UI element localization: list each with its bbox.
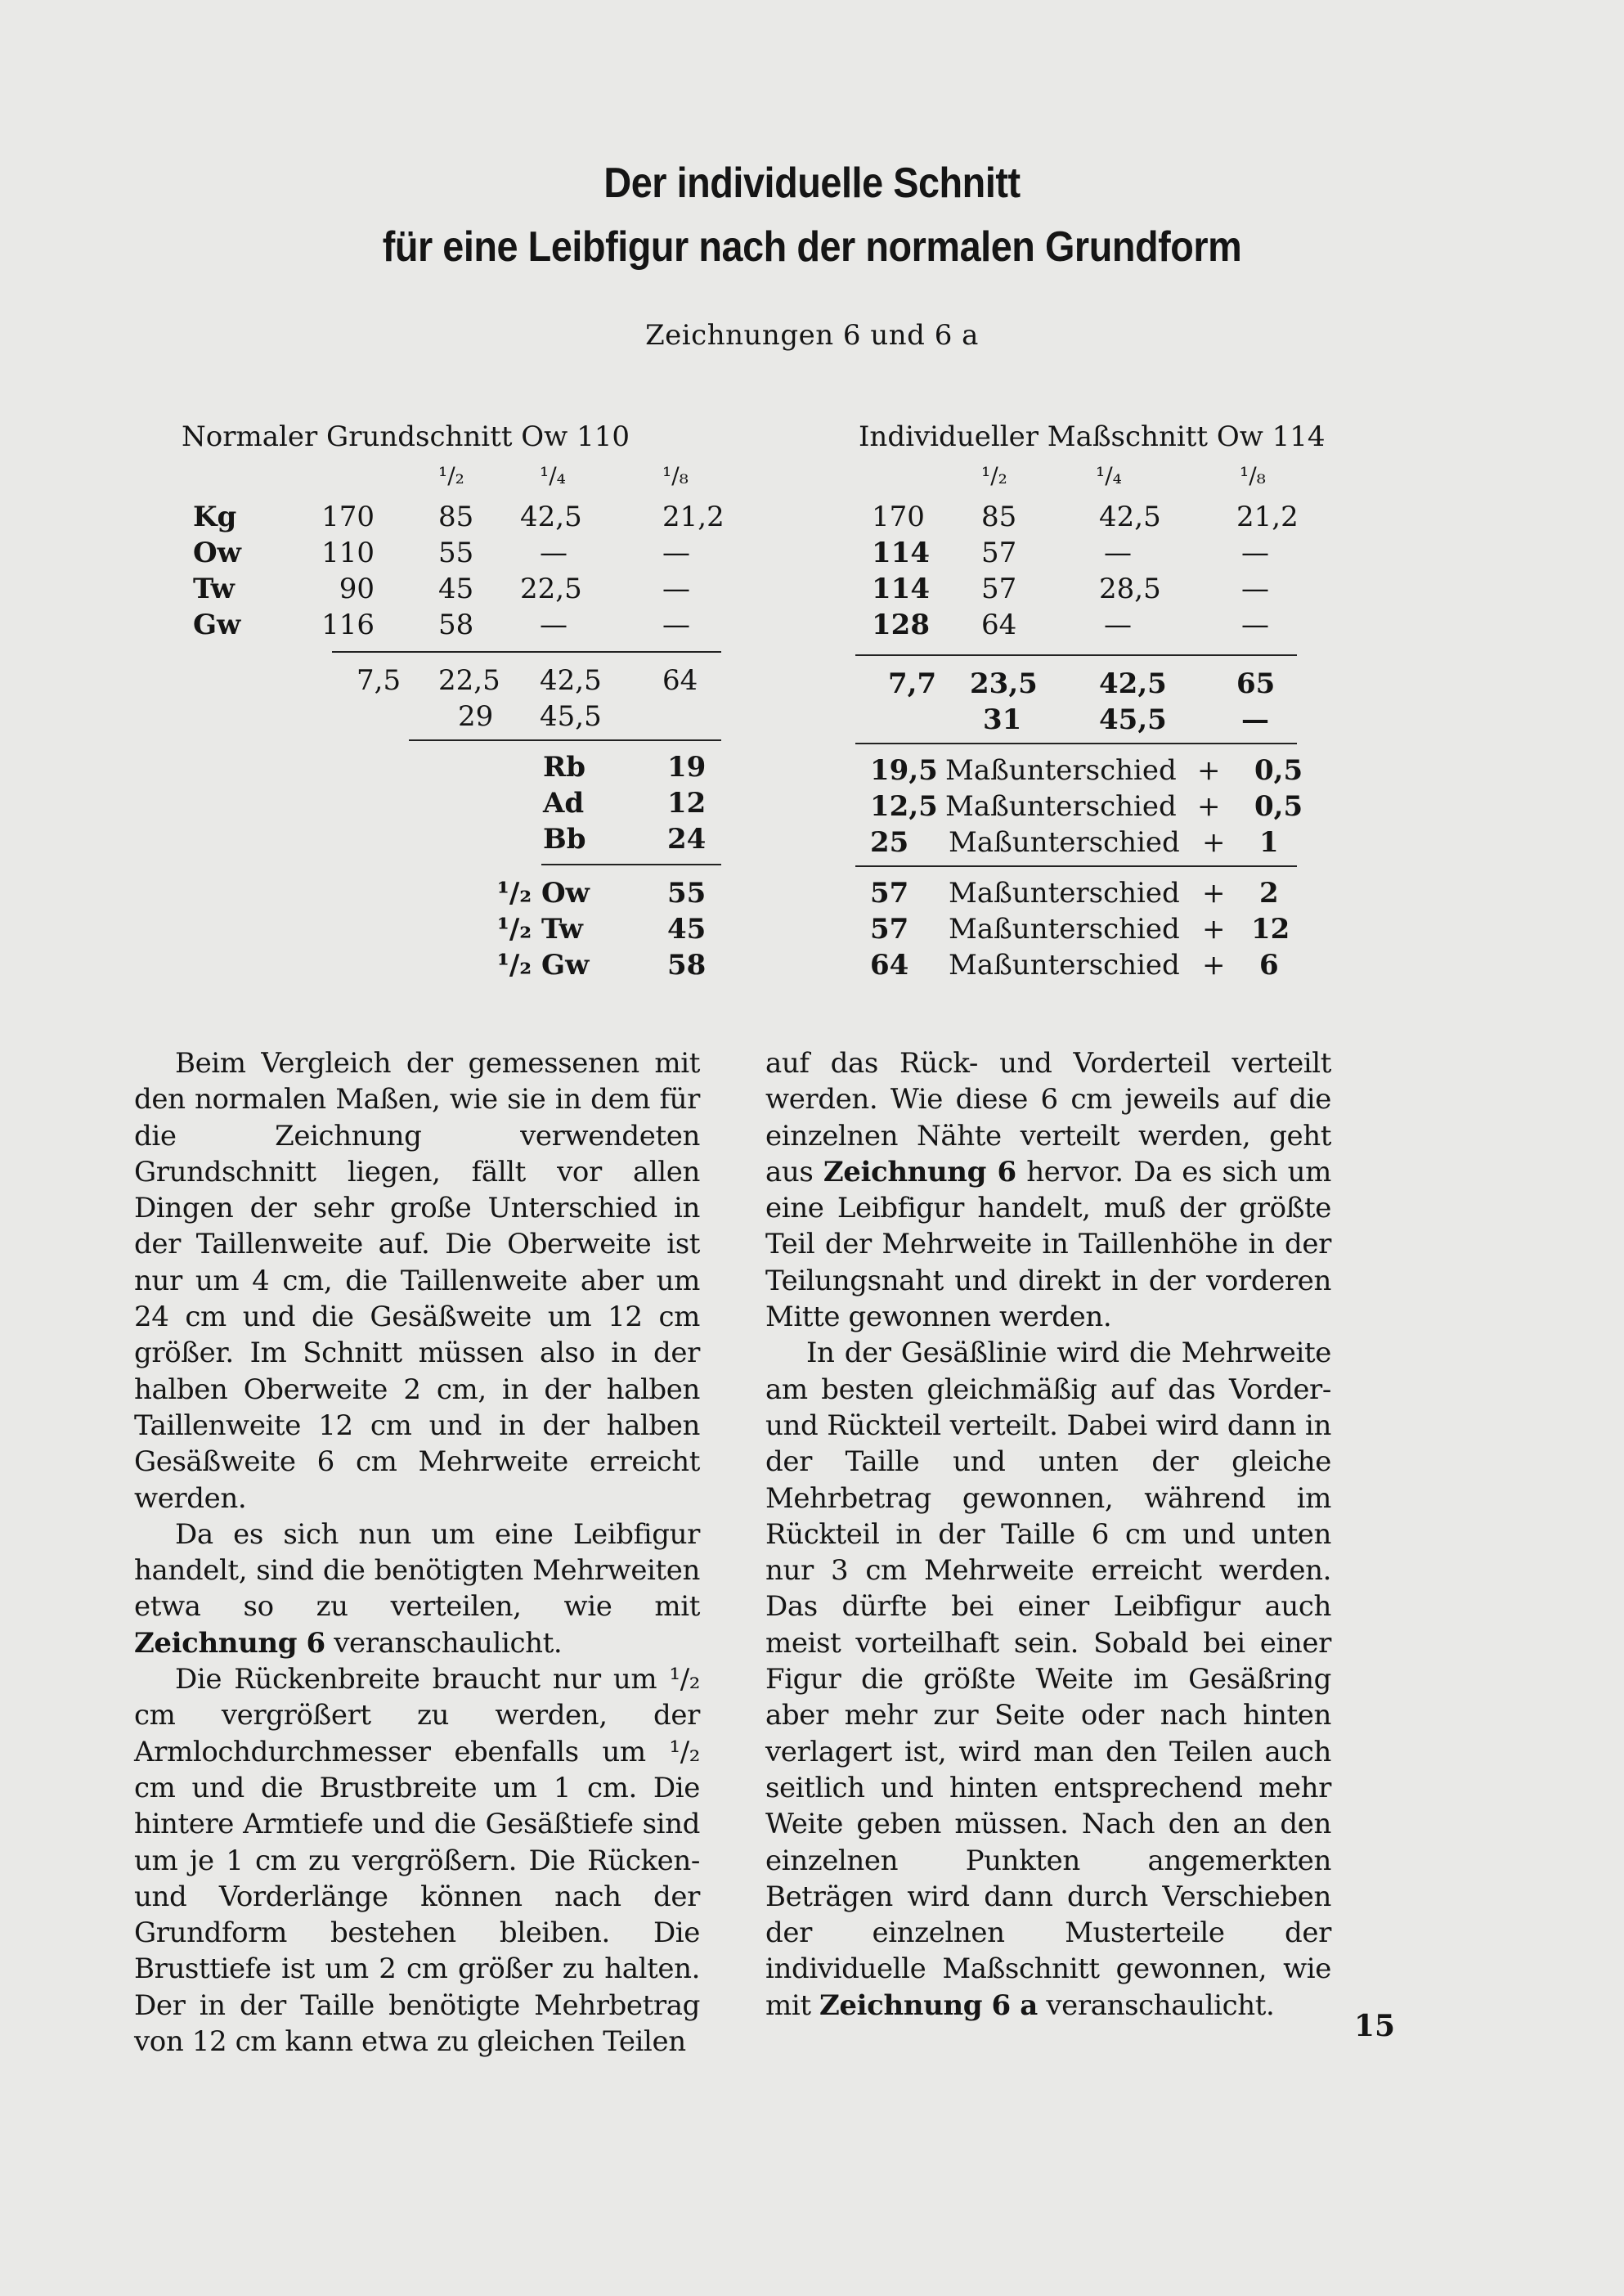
- diff-value: 25: [870, 826, 909, 859]
- table-heading: Normaler Grundschnitt Ow 110: [182, 420, 630, 453]
- body-column-left: [134, 1045, 700, 2060]
- diff-label: Maßunterschied: [945, 754, 1177, 787]
- table-cell: —: [1104, 609, 1132, 641]
- half-value: 45: [667, 913, 707, 946]
- diff-label: Maßunterschied: [949, 826, 1180, 859]
- diff-amount: 1: [1259, 826, 1279, 859]
- figure-reference: Zeichnung 6: [823, 1155, 1016, 1188]
- measure-value: 12: [667, 787, 707, 820]
- table-cell: 28,5: [1099, 573, 1161, 605]
- diff-sign: +: [1197, 754, 1221, 787]
- sum-cell: 22,5: [438, 664, 500, 697]
- table-cell: 45: [438, 573, 474, 605]
- sum-cell: 65: [1236, 667, 1276, 700]
- table-cell: —: [662, 609, 690, 641]
- diff-label: Maßunterschied: [949, 949, 1180, 982]
- half-label: ¹/₂ Gw: [497, 949, 590, 982]
- table-cell: 116: [321, 609, 375, 641]
- diff-value: 64: [870, 949, 909, 982]
- sum-cell: 42,5: [1099, 667, 1167, 700]
- diff-value: 12,5: [870, 790, 938, 823]
- table-rule: [855, 654, 1297, 656]
- sum-cell: 45,5: [540, 700, 602, 733]
- table-cell: 57: [981, 573, 1017, 605]
- table-cell: 57: [981, 537, 1017, 569]
- subtitle: Zeichnungen 6 und 6 a: [645, 319, 979, 352]
- paragraph: Die Rückenbreite braucht nur um ¹/₂ cm vergrößert zu werden, der Armlochdurchmesser ebenfalls um ¹/₂ cm und die Brustbreite um 1 cm. Die hintere Armtiefe und die Gesäßtiefe sind um je 1 cm zu vergrößern. Die Rücken- und Vorderlänge können nach der Grundform bestehen bleiben. Die Brusttiefe ist um 2 cm größer zu halten. Der in der Taille benötigte Mehrbetrag von 12 cm kann etwa zu gleichen Teilen: [134, 1663, 700, 2059]
- measure-label: Bb: [543, 823, 586, 856]
- figure-reference: Zeichnung 6: [134, 1626, 325, 1660]
- table-cell: 170: [321, 501, 375, 533]
- diff-amount: 6: [1259, 949, 1279, 982]
- table-cell: 85: [981, 501, 1017, 533]
- sum-cell: 29: [458, 700, 494, 733]
- body-column-right: [765, 1045, 1331, 2024]
- fraction-header: ¹/₈: [1240, 462, 1266, 489]
- paragraph-text: hervor. Da es sich um eine Leibfigur handelt, muß der größte Teil der Mehrweite in Taillenhöhe in der Teilungsnaht und direkt in der vorderen Mitte gewonnen werden.: [765, 1155, 1331, 1334]
- fraction-header: ¹/₈: [662, 462, 689, 489]
- half-value: 55: [667, 877, 707, 910]
- table-rule: [855, 743, 1297, 744]
- half-value: 58: [667, 949, 707, 982]
- table-cell: 85: [438, 501, 474, 533]
- diff-label: Maßunterschied: [949, 877, 1180, 910]
- diff-value: 57: [870, 913, 909, 946]
- sum-cell: 7,5: [357, 664, 402, 697]
- table-cell: —: [662, 537, 690, 569]
- sum-cell: 7,7: [888, 667, 937, 700]
- sum-cell: 45,5: [1099, 703, 1167, 736]
- table-cell: 128: [872, 609, 930, 641]
- table-cell: —: [1241, 537, 1269, 569]
- table-cell: 42,5: [1099, 501, 1161, 533]
- paragraph-text: In der Gesäßlinie wird die Mehrweite am besten gleichmäßig auf das Vorder- und Rückteil verteilt. Dabei wird dann in der Taille und unten der gleiche Mehrbetrag gewonnen, während im Rückteil in der Taille 6 cm und unten nur 3 cm Mehrweite erreicht werden. Das dürfte bei einer Leibfigur auch meist vorteilhaft sein. Sobald bei einer Figur die größte Weite im Gesäßring aber mehr zur Seite oder nach hinten verlagert ist, wird man den Teilen auch seitlich und hinten entsprechend mehr Weite geben müssen. Nach den an den einzelnen Punkten angemerkten Beträgen wird dann durch Verschieben der einzelnen Musterteile der individuelle Maßschnitt gewonnen, wie mit: [765, 1337, 1331, 2022]
- table-cell: 114: [872, 537, 930, 569]
- table-cell: —: [1241, 573, 1269, 605]
- paragraph: [765, 1045, 1331, 1335]
- page-title-line-2: für eine Leibfigur nach der normalen Grundform: [382, 223, 1242, 271]
- diff-sign: +: [1202, 949, 1226, 982]
- sum-cell: —: [1241, 703, 1269, 736]
- diff-label: Maßunterschied: [945, 790, 1177, 823]
- diff-amount: 2: [1259, 877, 1279, 910]
- table-cell: —: [540, 537, 568, 569]
- table-rule: [855, 865, 1297, 867]
- fraction-header: ¹/₂: [981, 462, 1007, 489]
- measure-label: Ad: [543, 787, 585, 820]
- paragraph-text: veranschaulicht.: [1046, 1988, 1275, 2022]
- table-cell: —: [662, 573, 690, 605]
- sum-cell: 42,5: [540, 664, 602, 697]
- table-cell: 42,5: [520, 501, 582, 533]
- paragraph-text: Da es sich nun um eine Leibfigur handelt, sind die benötigten Mehrweiten etwa so zu verteilen, wie mit: [134, 1517, 700, 1624]
- diff-amount: 12: [1251, 913, 1290, 946]
- sum-cell: 23,5: [970, 667, 1038, 700]
- fraction-header: ¹/₄: [1096, 462, 1122, 489]
- half-label: ¹/₂ Ow: [497, 877, 590, 910]
- diff-value: 19,5: [870, 754, 938, 787]
- page-title-line-1: Der individuelle Schnitt: [603, 160, 1021, 207]
- table-rule: [332, 651, 721, 653]
- table-cell: 90: [339, 573, 375, 605]
- table-cell: 55: [438, 537, 474, 569]
- table-cell: 21,2: [662, 501, 725, 533]
- row-label: Kg: [193, 501, 237, 533]
- measure-value: 19: [667, 751, 707, 784]
- paragraph-text: veranschaulicht.: [334, 1626, 563, 1660]
- table-cell: 64: [981, 609, 1017, 641]
- paragraph: Beim Vergleich der gemessenen mit den normalen Maßen, wie sie in dem für die Zeichnung verwendeten Grundschnitt liegen, fällt vor allen Dingen der sehr große Unterschied in der Taillenweite auf. Die Oberweite ist nur um 4 cm, die Taillenweite aber um 24 cm und die Gesäßweite um 12 cm größer. Im Schnitt müssen also in der halben Oberweite 2 cm, in der halben Taillenweite 12 cm und in der halben Gesäßweite 6 cm Mehrweite erreicht werden.: [134, 1047, 700, 1515]
- table-cell: 21,2: [1236, 501, 1299, 533]
- fraction-header: ¹/₄: [540, 462, 566, 489]
- table-cell: 114: [872, 573, 930, 605]
- table-heading: Individueller Maßschnitt Ow 114: [859, 420, 1326, 453]
- figure-reference: Zeichnung 6 a: [819, 1988, 1038, 2022]
- paragraph: [765, 1335, 1331, 2024]
- sum-cell: 64: [662, 664, 698, 697]
- diff-value: 57: [870, 877, 909, 910]
- table-cell: 170: [872, 501, 925, 533]
- row-label: Ow: [193, 537, 241, 569]
- sum-cell: 31: [983, 703, 1022, 736]
- measure-value: 24: [667, 823, 707, 856]
- diff-amount: 0,5: [1254, 790, 1303, 823]
- table-rule: [409, 739, 721, 741]
- paragraph-text: auf das Rück- und Vorderteil verteilt werden. Wie diese 6 cm jeweils auf die einzelnen Nähte verteilt werden, geht aus: [765, 1047, 1331, 1188]
- fraction-header: ¹/₂: [438, 462, 464, 489]
- page-number: 15: [1354, 2009, 1396, 2043]
- table-cell: —: [540, 609, 568, 641]
- table-cell: —: [1104, 537, 1132, 569]
- row-label: Gw: [193, 609, 241, 641]
- half-label: ¹/₂ Tw: [497, 913, 583, 946]
- diff-sign: +: [1202, 877, 1226, 910]
- diff-label: Maßunterschied: [949, 913, 1180, 946]
- diff-sign: +: [1197, 790, 1221, 823]
- diff-sign: +: [1202, 913, 1226, 946]
- measure-label: Rb: [543, 751, 586, 784]
- row-label: Tw: [193, 573, 235, 605]
- table-cell: 22,5: [520, 573, 582, 605]
- table-cell: 110: [321, 537, 375, 569]
- diff-sign: +: [1202, 826, 1226, 859]
- paragraph: [134, 1516, 700, 1661]
- table-rule: [541, 864, 721, 865]
- diff-amount: 0,5: [1254, 754, 1303, 787]
- table-cell: 58: [438, 609, 474, 641]
- table-cell: —: [1241, 609, 1269, 641]
